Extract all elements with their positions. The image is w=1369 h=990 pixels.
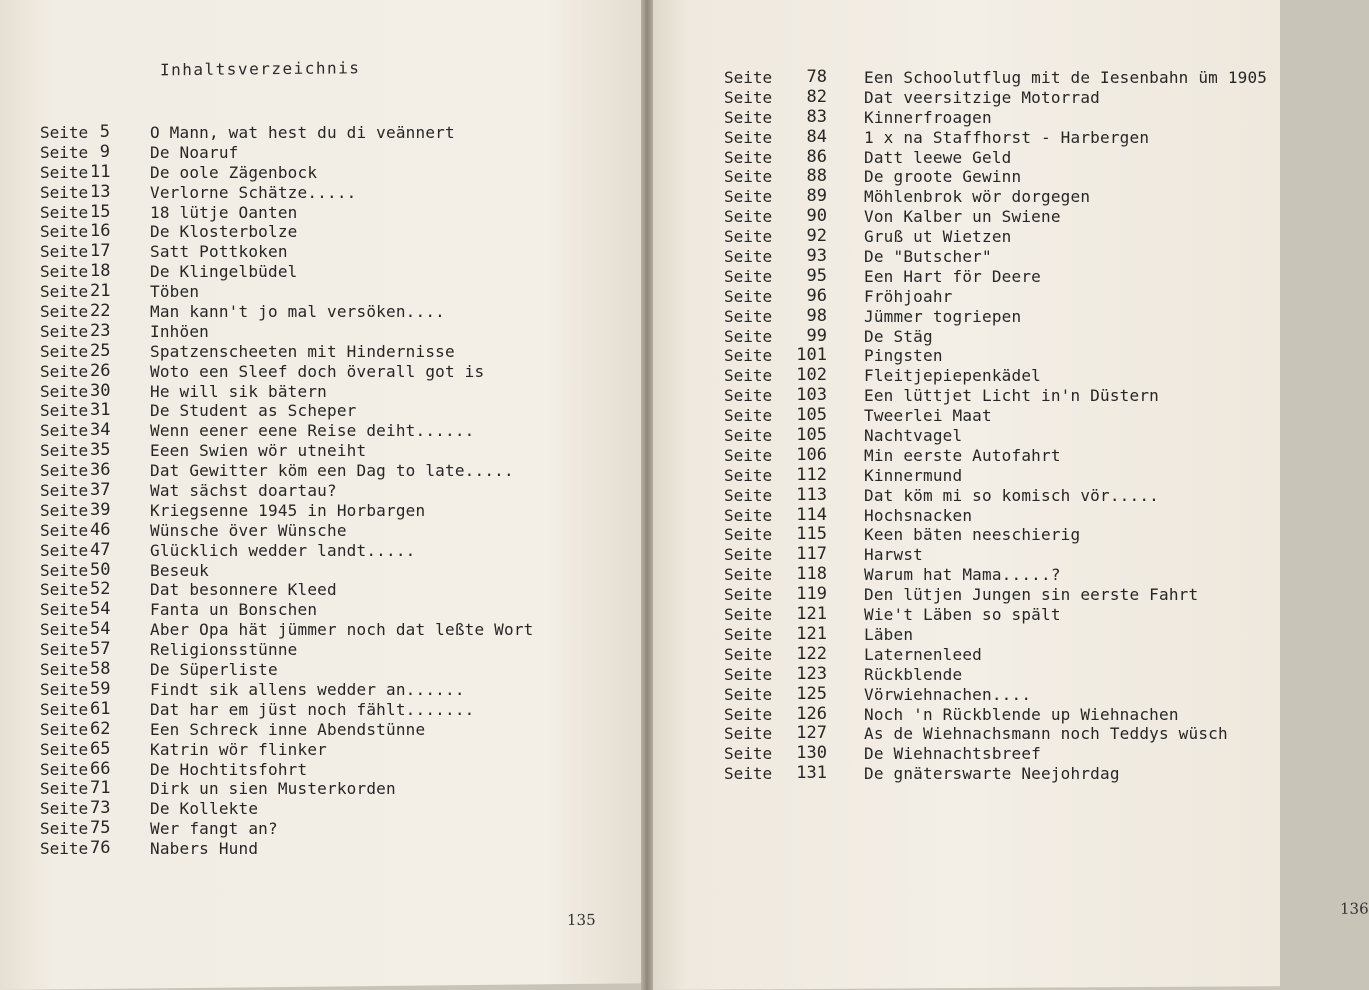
toc-entry [40,760,533,780]
toc-entry-page: 93 [806,246,827,267]
toc-entry-page: 15 [90,201,111,222]
toc-entry [40,163,533,183]
toc-entry [40,680,533,700]
toc-entry-page: 115 [796,524,827,545]
toc-entry-title: De oole Zägenbock [150,162,318,182]
toc-entry [724,406,1267,426]
toc-entry [40,401,533,421]
toc-entry-label: Seite [724,505,773,525]
toc-entry-label: Seite [724,68,773,87]
toc-entry [40,620,533,640]
toc-entry-label: Seite [724,147,773,167]
toc-entry [724,545,1267,565]
toc-entry-page: 90 [806,206,827,227]
toc-entry-page: 52 [90,579,111,600]
toc-entry-label: Seite [40,580,89,600]
toc-entry-page: 36 [90,460,111,481]
toc-entry [724,625,1267,645]
toc-entry-page: 58 [90,659,111,680]
toc-entry-title: Gruß ut Wietzen [864,227,1012,247]
toc-entry-label: Seite [40,162,89,182]
toc-entry [724,88,1267,108]
toc-entry-title: Dat besonnere Kleed [150,580,337,600]
toc-entry-title: Tweerlei Maat [864,406,992,426]
toc-entry-page: 61 [90,698,111,719]
toc-entry [40,720,533,740]
toc-entry-label: Seite [724,485,773,505]
toc-entry-page: 106 [796,444,827,465]
toc-entry-title: Wie't Läben so spält [864,605,1061,625]
toc-entry-label: Seite [40,123,89,142]
toc-entry-page: 99 [806,325,827,346]
toc-entry-title: Nachtvagel [864,426,963,446]
toc-entry-page: 123 [796,663,827,684]
toc-entry-page: 26 [90,360,111,381]
toc-entry-label: Seite [40,321,89,341]
toc-entry [40,600,533,620]
toc-entry [40,302,533,322]
toc-entry-label: Seite [40,182,89,202]
toc-entry-label: Seite [724,744,773,764]
toc-entry-title: 1 x na Staffhorst - Harbergen [864,127,1150,147]
toc-entry-title: Von Kalber un Swiene [864,207,1061,227]
toc-entry-label: Seite [40,202,89,222]
toc-entry-title: Dat köm mi so komisch vör..... [864,485,1159,505]
toc-entry-page: 125 [796,683,827,704]
toc-entry-title: Satt Pottkoken [150,242,288,262]
toc-list-right [724,68,1267,784]
toc-entry-label: Seite [724,346,773,366]
toc-entry-title: Spatzenscheeten mit Hindernisse [150,341,455,361]
toc-entry-page: 75 [90,818,111,839]
toc-entry-title: Möhlenbrok wör dorgegen [864,187,1091,207]
toc-entry-label: Seite [40,401,89,421]
toc-entry-label: Seite [724,127,773,147]
toc-entry-page: 114 [796,504,827,525]
toc-entry-title: De groote Gewinn [864,167,1022,187]
toc-entry [724,386,1267,406]
toc-entry-title: De "Butscher" [864,247,992,267]
toc-entry-title: De Wiehnachtsbreef [864,744,1041,764]
toc-entry [724,207,1267,227]
toc-entry-label: Seite [40,620,89,640]
toc-entry [40,382,533,402]
toc-entry-page: 121 [796,604,827,625]
toc-entry [724,446,1267,466]
toc-entry-label: Seite [40,540,89,560]
toc-entry [724,287,1267,307]
toc-entry-title: Rückblende [864,664,963,684]
toc-entry-page: 35 [90,440,111,461]
toc-entry-label: Seite [724,664,773,684]
toc-entry-page: 25 [90,340,111,361]
toc-entry [40,461,533,481]
toc-entry-title: Woto een Sleef doch överall got is [150,361,485,381]
toc-entry-label: Seite [724,247,773,267]
toc-entry-title: Dat har em jüst noch fählt....... [150,699,475,719]
toc-entry-page: 46 [90,519,111,540]
toc-entry-title: Jümmer togriepen [864,306,1022,326]
toc-entry-page: 16 [90,221,111,242]
toc-entry-page: 59 [90,678,111,699]
toc-entry-page: 71 [90,778,111,799]
toc-entry-title: Dat veersitzige Motorrad [864,87,1100,107]
toc-entry-page: 18 [90,261,111,282]
toc-entry-label: Seite [724,187,773,207]
toc-entry-title: He will sik bätern [150,381,327,401]
toc-entry-label: Seite [40,660,89,680]
toc-entry-label: Seite [40,520,89,540]
page-number-right: 136 [1340,899,1369,918]
toc-entry-page: 98 [806,305,827,326]
toc-entry [40,441,533,461]
toc-entry-title: Keen bäten neeschierig [864,525,1081,545]
toc-entry-label: Seite [40,719,89,739]
toc-entry [724,744,1267,764]
toc-entry-label: Seite [724,764,773,784]
toc-entry-page: 22 [90,301,111,322]
toc-entry-label: Seite [40,361,89,381]
toc-entry-title: Hochsnacken [864,505,973,525]
toc-entry-title: Vörwiehnachen.... [864,684,1032,704]
toc-entry-label: Seite [40,481,89,501]
toc-entry-label: Seite [40,739,89,759]
toc-entry-title: Warum hat Mama.....? [864,565,1061,585]
toc-entry [724,68,1267,88]
toc-entry [40,203,533,223]
toc-entry-page: 17 [90,241,111,262]
toc-entry-label: Seite [724,605,773,625]
toc-entry-page: 103 [796,385,827,406]
toc-entry-page: 47 [90,539,111,560]
toc-entry-title: De Klingelbüdel [150,262,298,282]
toc-entry-label: Seite [40,242,89,262]
toc-entry-page: 34 [90,420,111,441]
toc-entry-page: 11 [90,161,111,182]
toc-entry-title: Wenn eener eene Reise deiht...... [150,421,475,441]
toc-entry [40,660,533,680]
toc-entry [724,764,1267,784]
toc-entry-title: De Student as Scheper [150,401,357,421]
toc-entry [724,327,1267,347]
toc-entry-label: Seite [724,525,773,545]
toc-entry [724,227,1267,247]
toc-entry-title: Pingsten [864,346,943,366]
toc-entry-label: Seite [724,107,773,127]
toc-entry-title: Eeen Swien wör utneiht [150,441,367,461]
toc-entry-title: As de Wiehnachsmann noch Teddys wüsch [864,724,1228,744]
toc-entry-title: De Stäg [864,326,933,346]
toc-entry-page: 5 [99,122,110,142]
toc-entry-page: 21 [90,281,111,302]
toc-entry-page: 73 [90,798,111,819]
toc-entry-page: 54 [90,619,111,640]
toc-entry [724,665,1267,685]
toc-entry-title: Een Schoolutflug mit de Iesenbahn üm 1905 [864,68,1268,87]
toc-entry-page: 57 [90,639,111,660]
toc-entry [724,486,1267,506]
toc-entry [40,322,533,342]
toc-entry-page: 105 [796,405,827,426]
toc-entry-title: De gnäterswarte Neejohrdag [864,764,1120,784]
toc-entry-label: Seite [724,227,773,247]
toc-entry-label: Seite [724,624,773,644]
toc-entry [724,366,1267,386]
toc-entry [724,705,1267,725]
toc-entry-label: Seite [724,87,773,107]
toc-entry-label: Seite [724,207,773,227]
toc-entry-page: 13 [90,181,111,202]
toc-entry-label: Seite [724,644,773,664]
toc-entry-title: Nabers Hund [150,839,259,859]
toc-entry-page: 86 [806,146,827,167]
toc-entry-label: Seite [40,421,89,441]
toc-entry-label: Seite [40,341,89,361]
toc-entry-page: 130 [796,743,827,764]
toc-entry-label: Seite [724,724,773,744]
toc-entry-label: Seite [724,306,773,326]
toc-entry [724,605,1267,625]
toc-entry-title: Datt leewe Geld [864,147,1012,167]
toc-entry-label: Seite [724,684,773,704]
toc-entry-page: 31 [90,400,111,421]
toc-list-left [40,123,533,859]
toc-entry-label: Seite [40,819,89,839]
toc-entry-title: Laternenleed [864,644,982,664]
toc-entry-page: 39 [90,499,111,520]
toc-entry-title: Läben [864,624,914,644]
toc-entry-page: 78 [806,67,827,87]
toc-entry [724,148,1267,168]
toc-entry [40,183,533,203]
toc-entry-title: Een lüttjet Licht in'n Düstern [864,386,1159,406]
toc-entry-label: Seite [40,500,89,520]
toc-entry-label: Seite [40,142,89,162]
toc-entry-label: Seite [724,167,773,187]
toc-entry [40,700,533,720]
toc-entry-page: 95 [806,265,827,286]
toc-entry [40,481,533,501]
toc-entry-page: 126 [796,703,827,724]
toc-entry-label: Seite [40,679,89,699]
toc-entry-page: 92 [806,226,827,247]
toc-entry-title: Fröhjoahr [864,286,953,306]
toc-entry [40,421,533,441]
toc-entry-title: Fleitjepiepenkädel [864,366,1041,386]
toc-entry [724,506,1267,526]
toc-entry [40,242,533,262]
toc-entry-page: 50 [90,559,111,580]
toc-entry-title: Harwst [864,545,923,565]
book-gutter [641,0,653,990]
toc-entry [40,521,533,541]
toc-entry-title: Verlorne Schätze..... [150,182,357,202]
toc-entry-page: 84 [806,126,827,147]
toc-entry-page: 119 [796,584,827,605]
toc-entry [40,282,533,302]
toc-entry-title: De Klosterbolze [150,222,298,242]
toc-entry-label: Seite [40,262,89,282]
toc-entry-title: O Mann, wat hest du di veännert [150,123,455,142]
toc-entry [724,525,1267,545]
toc-entry [724,307,1267,327]
toc-entry-page: 82 [806,86,827,107]
toc-entry [40,740,533,760]
toc-entry-label: Seite [724,286,773,306]
toc-entry [724,685,1267,705]
toc-entry-page: 131 [796,763,827,784]
toc-entry [40,839,533,859]
toc-entry [40,222,533,242]
toc-entry-title: Aber Opa hät jümmer noch dat leßte Wort [150,620,534,640]
toc-entry-page: 9 [99,141,110,162]
toc-entry [40,561,533,581]
toc-entry-label: Seite [40,600,89,620]
toc-entry [724,108,1267,128]
toc-entry [724,267,1267,287]
toc-entry-label: Seite [40,381,89,401]
toc-entry-label: Seite [40,799,89,819]
toc-entry [724,167,1267,187]
toc-entry-title: Katrin wör flinker [150,739,327,759]
toc-entry-page: 23 [90,320,111,341]
toc-entry-title: Den lütjen Jungen sin eerste Fahrt [864,585,1199,605]
toc-entry-label: Seite [40,461,89,481]
toc-entry-label: Seite [40,779,89,799]
toc-heading: Inhaltsverzeichnis [160,58,361,80]
toc-entry [724,247,1267,267]
toc-entry-title: Min eerste Autofahrt [864,445,1061,465]
toc-entry [724,724,1267,744]
toc-entry-page: 127 [796,723,827,744]
toc-entry-title: Glücklich wedder landt..... [150,540,416,560]
toc-entry-page: 113 [796,484,827,505]
toc-entry-label: Seite [40,302,89,322]
toc-entry-page: 37 [90,480,111,501]
toc-entry [40,779,533,799]
toc-entry-page: 117 [796,544,827,565]
toc-entry-label: Seite [724,426,773,446]
toc-entry-title: De Süperliste [150,660,278,680]
toc-entry-label: Seite [724,366,773,386]
page-number-left: 135 [567,910,596,930]
toc-entry-label: Seite [724,326,773,346]
toc-entry [724,187,1267,207]
toc-entry-label: Seite [40,640,89,660]
toc-entry-title: Noch 'n Rückblende up Wiehnachen [864,704,1179,724]
toc-entry-title: Kriegsenne 1945 in Horbargen [150,500,426,520]
toc-entry-title: Fanta un Bonschen [150,600,318,620]
toc-entry [40,640,533,660]
toc-entry-page: 88 [806,166,827,187]
toc-entry-label: Seite [724,266,773,286]
toc-entry [724,426,1267,446]
toc-entry-page: 66 [90,758,111,779]
toc-entry [724,645,1267,665]
toc-entry-label: Seite [40,759,89,779]
toc-entry [724,466,1267,486]
toc-entry-page: 89 [806,186,827,207]
toc-entry-page: 96 [806,285,827,306]
toc-entry-label: Seite [724,585,773,605]
toc-entry [40,819,533,839]
toc-entry-title: Een Schreck inne Abendstünne [150,719,426,739]
toc-entry-label: Seite [724,465,773,485]
toc-entry-page: 101 [796,345,827,366]
toc-entry-title: Dat Gewitter köm een Dag to late..... [150,461,514,481]
toc-entry [40,541,533,561]
toc-entry-label: Seite [40,560,89,580]
toc-entry-title: De Noaruf [150,142,239,162]
toc-entry-title: Man kann't jo mal versöken.... [150,302,445,322]
toc-entry-title: Beseuk [150,560,209,580]
toc-entry-label: Seite [724,545,773,565]
toc-entry-label: Seite [40,839,89,859]
toc-entry [724,585,1267,605]
toc-entry-page: 83 [806,106,827,127]
toc-entry-label: Seite [724,406,773,426]
toc-entry-page: 65 [90,738,111,759]
toc-entry-title: Töben [150,282,200,302]
toc-entry-label: Seite [40,699,89,719]
toc-entry-title: Wer fangt an? [150,819,278,839]
toc-entry [40,123,533,143]
toc-entry [40,362,533,382]
toc-entry-title: De Kollekte [150,799,259,819]
toc-entry [40,143,533,163]
toc-entry-page: 112 [796,464,827,485]
toc-entry-page: 121 [796,623,827,644]
toc-entry-title: Wat sächst doartau? [150,481,337,501]
toc-entry-page: 62 [90,718,111,739]
toc-entry-title: Dirk un sien Musterkorden [150,779,396,799]
toc-entry-page: 118 [796,564,827,585]
toc-entry [724,565,1267,585]
toc-entry-label: Seite [40,222,89,242]
toc-entry-label: Seite [724,386,773,406]
toc-entry-title: Kinnermund [864,465,963,485]
toc-entry-label: Seite [724,445,773,465]
toc-entry-label: Seite [724,704,773,724]
toc-entry [724,346,1267,366]
toc-entry-label: Seite [724,565,773,585]
toc-entry-label: Seite [40,282,89,302]
toc-entry-page: 76 [90,838,111,859]
toc-entry-page: 122 [796,643,827,664]
toc-entry-title: 18 lütje Oanten [150,202,298,222]
toc-entry-title: Kinnerfroagen [864,107,992,127]
toc-entry-label: Seite [40,441,89,461]
toc-entry-title: Religionsstünne [150,640,298,660]
toc-entry-page: 105 [796,425,827,446]
toc-entry-title: Inhöen [150,321,209,341]
toc-entry [40,799,533,819]
toc-entry-page: 54 [90,599,111,620]
toc-entry [40,580,533,600]
toc-entry [40,262,533,282]
toc-entry-page: 102 [796,365,827,386]
toc-entry-page: 30 [90,380,111,401]
toc-entry [40,342,533,362]
toc-entry-title: Wünsche över Wünsche [150,520,347,540]
toc-entry-title: Findt sik allens wedder an...... [150,679,465,699]
toc-entry-title: De Hochtitsfohrt [150,759,308,779]
toc-entry [40,501,533,521]
toc-entry [724,128,1267,148]
toc-entry-title: Een Hart för Deere [864,266,1041,286]
